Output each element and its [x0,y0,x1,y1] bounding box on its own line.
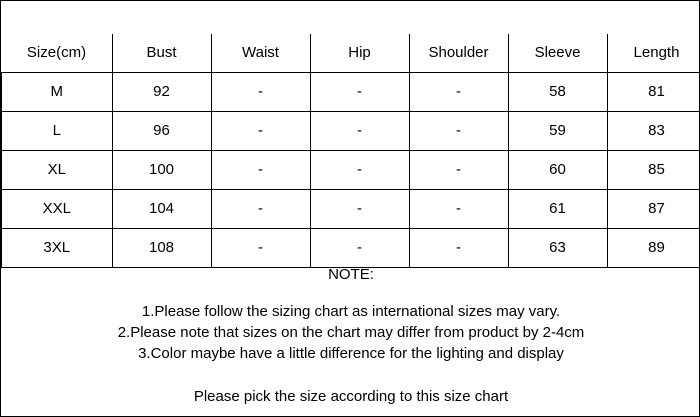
cell-shoulder: - [409,190,508,229]
size-chart-table [1,34,700,268]
cell-length: 87 [607,190,700,229]
cell-size: 3XL [2,229,113,268]
cell-bust: 104 [112,190,211,229]
cell-shoulder: - [409,229,508,268]
column-header-waist: Waist [211,34,310,73]
cell-size: XXL [2,190,113,229]
column-header-length: Length [607,34,700,73]
cell-sleeve: 58 [508,73,607,112]
column-header-size: Size(cm) [2,34,113,73]
cell-size: M [2,73,113,112]
cell-hip: - [310,112,409,151]
notes-footer: Please pick the size according to this size chart [193,388,509,405]
table-row [2,73,700,112]
note-line: 1.Please follow the sizing chart as international sizes may vary. [141,303,561,320]
table-body [2,73,700,268]
cell-sleeve: 59 [508,112,607,151]
column-header-shoulder: Shoulder [409,34,508,73]
cell-sleeve: 61 [508,190,607,229]
note-line: 3.Color maybe have a little difference for the lighting and display [138,345,564,362]
table-header [2,34,700,73]
table-row [2,190,700,229]
notes-section [1,263,700,407]
column-header-hip: Hip [310,34,409,73]
cell-hip: - [310,151,409,190]
cell-waist: - [211,73,310,112]
cell-waist: - [211,190,310,229]
table-header-row [2,34,700,73]
column-header-bust: Bust [112,34,211,73]
cell-shoulder: - [409,112,508,151]
cell-bust: 100 [112,151,211,190]
cell-length: 89 [607,229,700,268]
cell-waist: - [211,151,310,190]
cell-size: L [2,112,113,151]
cell-shoulder: - [409,151,508,190]
cell-sleeve: 63 [508,229,607,268]
cell-length: 85 [607,151,700,190]
table-row [2,151,700,190]
table-row [2,229,700,268]
cell-shoulder: - [409,73,508,112]
table-row [2,112,700,151]
cell-hip: - [310,190,409,229]
cell-bust: 96 [112,112,211,151]
cell-waist: - [211,112,310,151]
cell-size: XL [2,151,113,190]
cell-bust: 108 [112,229,211,268]
cell-length: 83 [607,112,700,151]
cell-hip: - [310,73,409,112]
cell-length: 81 [607,73,700,112]
notes-list [1,301,700,364]
column-header-sleeve: Sleeve [508,34,607,73]
cell-waist: - [211,229,310,268]
note-line: 2.Please note that sizes on the chart may differ from product by 2-4cm [117,324,585,341]
cell-hip: - [310,229,409,268]
cell-bust: 92 [112,73,211,112]
notes-title: NOTE: [328,266,374,283]
cell-sleeve: 60 [508,151,607,190]
